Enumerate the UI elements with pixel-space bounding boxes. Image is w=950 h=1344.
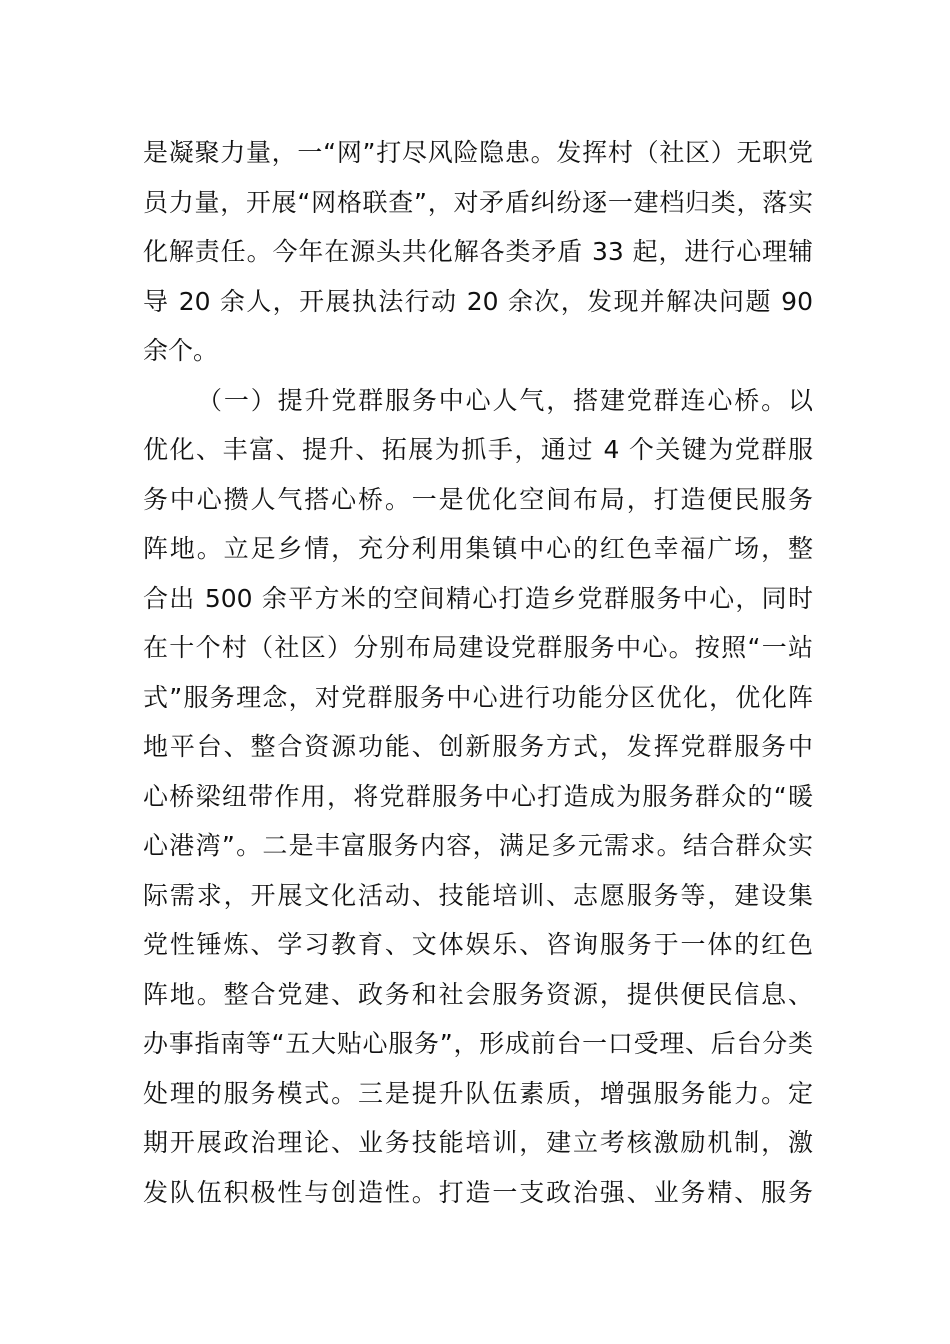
text-line: 阵地。整合党建、政务和社会服务资源，提供便民信息、	[143, 979, 813, 1009]
text-line: 办事指南等“五大贴心服务”，形成前台一口受理、后台分类	[143, 1029, 813, 1058]
text-line: 优化、丰富、提升、拓展为抓手，通过 4 个关键为党群服	[143, 435, 813, 464]
text-line: 地平台、整合资源功能、创新服务方式，发挥党群服务中	[143, 732, 813, 761]
text-line: 际需求，开展文化活动、技能培训、志愿服务等，建设集	[143, 880, 813, 910]
text-line: 心港湾”。二是丰富服务内容，满足多元需求。结合群众实	[143, 831, 813, 860]
text-line: 余个。	[143, 336, 219, 365]
text-line: 式”服务理念，对党群服务中心进行功能分区优化，优化阵	[143, 682, 813, 712]
text-line: 化解责任。今年在源头共化解各类矛盾 33 起，进行心理辅	[143, 237, 813, 266]
text-line: 阵地。立足乡情，充分利用集镇中心的红色幸福广场，整	[143, 534, 813, 563]
text-line: 导 20 余人，开展执法行动 20 余次，发现并解决问题 90	[143, 286, 813, 316]
text-line: 务中心攒人气搭心桥。一是优化空间布局，打造便民服务	[143, 484, 813, 514]
text-line: 期开展政治理论、业务技能培训，建立考核激励机制，激	[143, 1128, 813, 1157]
text-line: 心桥梁纽带作用，将党群服务中心打造成为服务群众的“暖	[143, 781, 813, 811]
text-line: 发队伍积极性与创造性。打造一支政治强、业务精、服务	[143, 1177, 813, 1207]
text-line: 合出 500 余平方米的空间精心打造乡党群服务中心，同时	[143, 583, 813, 613]
text-line: 处理的服务模式。三是提升队伍素质，增强服务能力。定	[143, 1078, 813, 1108]
body-text	[143, 128, 813, 1217]
text-line: 是凝聚力量，一“网”打尽风险隐患。发挥村（社区）无职党	[143, 138, 813, 167]
text-line: 员力量，开展“网格联查”，对矛盾纠纷逐一建档归类，落实	[143, 187, 813, 217]
section-heading-line: （一）提升党群服务中心人气，搭建党群连心桥。以	[197, 385, 813, 415]
text-line: 党性锤炼、学习教育、文体娱乐、咨询服务于一体的红色	[143, 930, 813, 959]
text-line: 在十个村（社区）分别布局建设党群服务中心。按照“一站	[143, 633, 813, 662]
